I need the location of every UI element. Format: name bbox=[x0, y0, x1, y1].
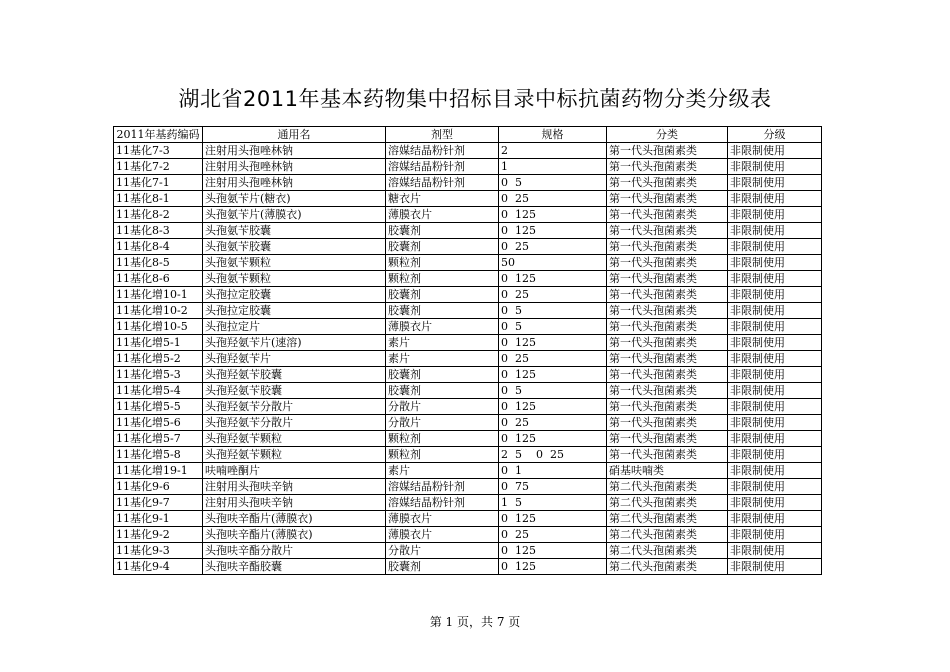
table-row bbox=[114, 191, 822, 207]
cell-grade: 非限制使用 bbox=[728, 527, 822, 543]
cell-grade: 非限制使用 bbox=[728, 447, 822, 463]
cell-code: 11基化增5-2 bbox=[114, 351, 203, 367]
cell-specification: 0 125 bbox=[499, 543, 607, 559]
cell-specification: 0 25 bbox=[499, 287, 607, 303]
table-row bbox=[114, 543, 822, 559]
cell-code: 11基化增10-1 bbox=[114, 287, 203, 303]
cell-dosage-form: 溶媒结晶粉针剂 bbox=[386, 479, 499, 495]
table-row bbox=[114, 175, 822, 191]
cell-specification: 1 5 bbox=[499, 495, 607, 511]
cell-dosage-form: 胶囊剂 bbox=[386, 367, 499, 383]
cell-grade: 非限制使用 bbox=[728, 207, 822, 223]
cell-specification: 0 25 bbox=[499, 239, 607, 255]
cell-code: 11基化8-6 bbox=[114, 271, 203, 287]
cell-dosage-form: 胶囊剂 bbox=[386, 559, 499, 575]
cell-code: 11基化9-6 bbox=[114, 479, 203, 495]
cell-generic-name: 头孢呋辛酯片(薄膜衣) bbox=[203, 527, 386, 543]
cell-category: 第一代头孢菌素类 bbox=[607, 271, 728, 287]
cell-dosage-form: 分散片 bbox=[386, 399, 499, 415]
cell-dosage-form: 分散片 bbox=[386, 543, 499, 559]
table-body bbox=[114, 143, 822, 575]
cell-category: 第一代头孢菌素类 bbox=[607, 159, 728, 175]
table-row bbox=[114, 335, 822, 351]
cell-dosage-form: 溶媒结晶粉针剂 bbox=[386, 495, 499, 511]
cell-code: 11基化7-1 bbox=[114, 175, 203, 191]
cell-grade: 非限制使用 bbox=[728, 271, 822, 287]
cell-generic-name: 头孢羟氨苄分散片 bbox=[203, 415, 386, 431]
cell-generic-name: 注射用头孢唑林钠 bbox=[203, 143, 386, 159]
header-specification: 规格 bbox=[499, 127, 607, 143]
cell-code: 11基化增5-6 bbox=[114, 415, 203, 431]
table-row bbox=[114, 559, 822, 575]
table-row bbox=[114, 479, 822, 495]
cell-generic-name: 头孢氨苄颗粒 bbox=[203, 271, 386, 287]
cell-grade: 非限制使用 bbox=[728, 431, 822, 447]
cell-specification: 50 bbox=[499, 255, 607, 271]
cell-code: 11基化8-3 bbox=[114, 223, 203, 239]
cell-code: 11基化增5-4 bbox=[114, 383, 203, 399]
cell-generic-name: 注射用头孢呋辛钠 bbox=[203, 495, 386, 511]
cell-generic-name: 头孢羟氨苄颗粒 bbox=[203, 447, 386, 463]
cell-category: 第一代头孢菌素类 bbox=[607, 303, 728, 319]
cell-category: 第二代头孢菌素类 bbox=[607, 559, 728, 575]
drug-classification-table bbox=[113, 126, 822, 575]
table-row bbox=[114, 303, 822, 319]
cell-grade: 非限制使用 bbox=[728, 479, 822, 495]
cell-specification: 0 25 bbox=[499, 415, 607, 431]
cell-category: 第二代头孢菌素类 bbox=[607, 527, 728, 543]
cell-specification: 0 125 bbox=[499, 335, 607, 351]
cell-dosage-form: 分散片 bbox=[386, 415, 499, 431]
cell-category: 第二代头孢菌素类 bbox=[607, 511, 728, 527]
table-row bbox=[114, 287, 822, 303]
cell-grade: 非限制使用 bbox=[728, 255, 822, 271]
cell-code: 11基化7-2 bbox=[114, 159, 203, 175]
cell-specification: 2 5 0 25 bbox=[499, 447, 607, 463]
cell-category: 第一代头孢菌素类 bbox=[607, 351, 728, 367]
cell-category: 第一代头孢菌素类 bbox=[607, 335, 728, 351]
cell-dosage-form: 胶囊剂 bbox=[386, 223, 499, 239]
cell-dosage-form: 胶囊剂 bbox=[386, 287, 499, 303]
cell-specification: 2 bbox=[499, 143, 607, 159]
cell-dosage-form: 薄膜衣片 bbox=[386, 319, 499, 335]
table-header bbox=[114, 127, 822, 143]
cell-category: 第一代头孢菌素类 bbox=[607, 415, 728, 431]
cell-specification: 0 5 bbox=[499, 303, 607, 319]
cell-grade: 非限制使用 bbox=[728, 543, 822, 559]
cell-category: 第一代头孢菌素类 bbox=[607, 255, 728, 271]
document-title: 湖北省2011年基本药物集中招标目录中标抗菌药物分类分级表 bbox=[178, 87, 772, 111]
cell-specification: 0 1 bbox=[499, 463, 607, 479]
cell-category: 第一代头孢菌素类 bbox=[607, 143, 728, 159]
table-row bbox=[114, 271, 822, 287]
cell-generic-name: 头孢拉定片 bbox=[203, 319, 386, 335]
cell-dosage-form: 溶媒结晶粉针剂 bbox=[386, 175, 499, 191]
cell-specification: 0 125 bbox=[499, 559, 607, 575]
cell-generic-name: 头孢氨苄胶囊 bbox=[203, 223, 386, 239]
cell-grade: 非限制使用 bbox=[728, 319, 822, 335]
cell-category: 第一代头孢菌素类 bbox=[607, 431, 728, 447]
cell-grade: 非限制使用 bbox=[728, 303, 822, 319]
cell-generic-name: 头孢氨苄片(糖衣) bbox=[203, 191, 386, 207]
cell-specification: 0 125 bbox=[499, 271, 607, 287]
cell-category: 第一代头孢菌素类 bbox=[607, 239, 728, 255]
cell-code: 11基化增10-2 bbox=[114, 303, 203, 319]
header-generic-name: 通用名 bbox=[203, 127, 386, 143]
cell-generic-name: 头孢氨苄片(薄膜衣) bbox=[203, 207, 386, 223]
cell-specification: 0 125 bbox=[499, 367, 607, 383]
table-row bbox=[114, 239, 822, 255]
cell-category: 第一代头孢菌素类 bbox=[607, 175, 728, 191]
cell-specification: 0 5 bbox=[499, 319, 607, 335]
table-row bbox=[114, 415, 822, 431]
cell-grade: 非限制使用 bbox=[728, 175, 822, 191]
cell-specification: 0 5 bbox=[499, 175, 607, 191]
cell-grade: 非限制使用 bbox=[728, 367, 822, 383]
cell-code: 11基化9-7 bbox=[114, 495, 203, 511]
cell-category: 第一代头孢菌素类 bbox=[607, 287, 728, 303]
cell-grade: 非限制使用 bbox=[728, 511, 822, 527]
cell-grade: 非限制使用 bbox=[728, 223, 822, 239]
header-grade: 分级 bbox=[728, 127, 822, 143]
cell-category: 第一代头孢菌素类 bbox=[607, 367, 728, 383]
cell-code: 11基化增5-3 bbox=[114, 367, 203, 383]
cell-specification: 0 125 bbox=[499, 399, 607, 415]
cell-generic-name: 头孢羟氨苄片(速溶) bbox=[203, 335, 386, 351]
cell-specification: 0 5 bbox=[499, 383, 607, 399]
cell-dosage-form: 素片 bbox=[386, 335, 499, 351]
cell-code: 11基化9-4 bbox=[114, 559, 203, 575]
cell-dosage-form: 颗粒剂 bbox=[386, 447, 499, 463]
cell-generic-name: 头孢羟氨苄胶囊 bbox=[203, 367, 386, 383]
cell-grade: 非限制使用 bbox=[728, 351, 822, 367]
header-row bbox=[114, 127, 822, 143]
table-row bbox=[114, 463, 822, 479]
cell-category: 第一代头孢菌素类 bbox=[607, 447, 728, 463]
cell-category: 第一代头孢菌素类 bbox=[607, 319, 728, 335]
table-row bbox=[114, 159, 822, 175]
cell-category: 第二代头孢菌素类 bbox=[607, 479, 728, 495]
cell-category: 硝基呋喃类 bbox=[607, 463, 728, 479]
table-row bbox=[114, 319, 822, 335]
cell-generic-name: 注射用头孢唑林钠 bbox=[203, 159, 386, 175]
cell-code: 11基化9-1 bbox=[114, 511, 203, 527]
cell-code: 11基化增10-5 bbox=[114, 319, 203, 335]
cell-generic-name: 头孢呋辛酯胶囊 bbox=[203, 559, 386, 575]
cell-grade: 非限制使用 bbox=[728, 383, 822, 399]
cell-dosage-form: 素片 bbox=[386, 463, 499, 479]
cell-grade: 非限制使用 bbox=[728, 239, 822, 255]
table-row bbox=[114, 143, 822, 159]
cell-grade: 非限制使用 bbox=[728, 415, 822, 431]
table-row bbox=[114, 447, 822, 463]
header-dosage-form: 剂型 bbox=[386, 127, 499, 143]
cell-grade: 非限制使用 bbox=[728, 143, 822, 159]
table-row bbox=[114, 383, 822, 399]
cell-code: 11基化增19-1 bbox=[114, 463, 203, 479]
cell-dosage-form: 颗粒剂 bbox=[386, 271, 499, 287]
cell-specification: 0 75 bbox=[499, 479, 607, 495]
cell-generic-name: 头孢氨苄颗粒 bbox=[203, 255, 386, 271]
cell-grade: 非限制使用 bbox=[728, 191, 822, 207]
cell-generic-name: 头孢呋辛酯分散片 bbox=[203, 543, 386, 559]
cell-generic-name: 头孢羟氨苄颗粒 bbox=[203, 431, 386, 447]
cell-grade: 非限制使用 bbox=[728, 495, 822, 511]
cell-code: 11基化8-5 bbox=[114, 255, 203, 271]
cell-generic-name: 头孢拉定胶囊 bbox=[203, 287, 386, 303]
cell-specification: 0 125 bbox=[499, 511, 607, 527]
table-row bbox=[114, 367, 822, 383]
table-row bbox=[114, 431, 822, 447]
table-row bbox=[114, 351, 822, 367]
cell-dosage-form: 颗粒剂 bbox=[386, 431, 499, 447]
table-row bbox=[114, 399, 822, 415]
cell-dosage-form: 溶媒结晶粉针剂 bbox=[386, 159, 499, 175]
cell-code: 11基化9-3 bbox=[114, 543, 203, 559]
cell-specification: 0 25 bbox=[499, 527, 607, 543]
cell-category: 第一代头孢菌素类 bbox=[607, 399, 728, 415]
header-code: 2011年基药编码 bbox=[114, 127, 203, 143]
cell-generic-name: 头孢羟氨苄片 bbox=[203, 351, 386, 367]
cell-specification: 0 125 bbox=[499, 223, 607, 239]
cell-category: 第一代头孢菌素类 bbox=[607, 223, 728, 239]
cell-specification: 0 25 bbox=[499, 351, 607, 367]
cell-grade: 非限制使用 bbox=[728, 335, 822, 351]
table-row bbox=[114, 223, 822, 239]
cell-code: 11基化增5-1 bbox=[114, 335, 203, 351]
cell-grade: 非限制使用 bbox=[728, 559, 822, 575]
cell-specification: 0 25 bbox=[499, 191, 607, 207]
cell-generic-name: 头孢拉定胶囊 bbox=[203, 303, 386, 319]
cell-specification: 0 125 bbox=[499, 431, 607, 447]
table-row bbox=[114, 527, 822, 543]
cell-dosage-form: 胶囊剂 bbox=[386, 303, 499, 319]
cell-dosage-form: 颗粒剂 bbox=[386, 255, 499, 271]
cell-code: 11基化8-2 bbox=[114, 207, 203, 223]
cell-specification: 1 bbox=[499, 159, 607, 175]
cell-dosage-form: 胶囊剂 bbox=[386, 239, 499, 255]
cell-dosage-form: 糖衣片 bbox=[386, 191, 499, 207]
cell-generic-name: 头孢羟氨苄胶囊 bbox=[203, 383, 386, 399]
cell-code: 11基化增5-5 bbox=[114, 399, 203, 415]
cell-code: 11基化增5-7 bbox=[114, 431, 203, 447]
cell-generic-name: 头孢氨苄胶囊 bbox=[203, 239, 386, 255]
cell-grade: 非限制使用 bbox=[728, 463, 822, 479]
cell-specification: 0 125 bbox=[499, 207, 607, 223]
cell-category: 第二代头孢菌素类 bbox=[607, 543, 728, 559]
cell-dosage-form: 溶媒结晶粉针剂 bbox=[386, 143, 499, 159]
cell-dosage-form: 薄膜衣片 bbox=[386, 207, 499, 223]
cell-generic-name: 注射用头孢呋辛钠 bbox=[203, 479, 386, 495]
cell-generic-name: 呋喃唑酮片 bbox=[203, 463, 386, 479]
cell-generic-name: 注射用头孢唑林钠 bbox=[203, 175, 386, 191]
cell-grade: 非限制使用 bbox=[728, 399, 822, 415]
cell-code: 11基化8-4 bbox=[114, 239, 203, 255]
cell-generic-name: 头孢羟氨苄分散片 bbox=[203, 399, 386, 415]
cell-code: 11基化7-3 bbox=[114, 143, 203, 159]
cell-code: 11基化8-1 bbox=[114, 191, 203, 207]
cell-code: 11基化9-2 bbox=[114, 527, 203, 543]
cell-dosage-form: 胶囊剂 bbox=[386, 383, 499, 399]
cell-dosage-form: 素片 bbox=[386, 351, 499, 367]
cell-dosage-form: 薄膜衣片 bbox=[386, 511, 499, 527]
cell-category: 第一代头孢菌素类 bbox=[607, 191, 728, 207]
cell-dosage-form: 薄膜衣片 bbox=[386, 527, 499, 543]
table-row bbox=[114, 255, 822, 271]
page-number: 第 1 页，共 7 页 bbox=[429, 615, 521, 629]
cell-category: 第一代头孢菌素类 bbox=[607, 383, 728, 399]
table-row bbox=[114, 511, 822, 527]
cell-category: 第一代头孢菌素类 bbox=[607, 207, 728, 223]
cell-grade: 非限制使用 bbox=[728, 159, 822, 175]
cell-generic-name: 头孢呋辛酯片(薄膜衣) bbox=[203, 511, 386, 527]
cell-code: 11基化增5-8 bbox=[114, 447, 203, 463]
cell-grade: 非限制使用 bbox=[728, 287, 822, 303]
table-row bbox=[114, 495, 822, 511]
table-row bbox=[114, 207, 822, 223]
header-category: 分类 bbox=[607, 127, 728, 143]
cell-category: 第二代头孢菌素类 bbox=[607, 495, 728, 511]
